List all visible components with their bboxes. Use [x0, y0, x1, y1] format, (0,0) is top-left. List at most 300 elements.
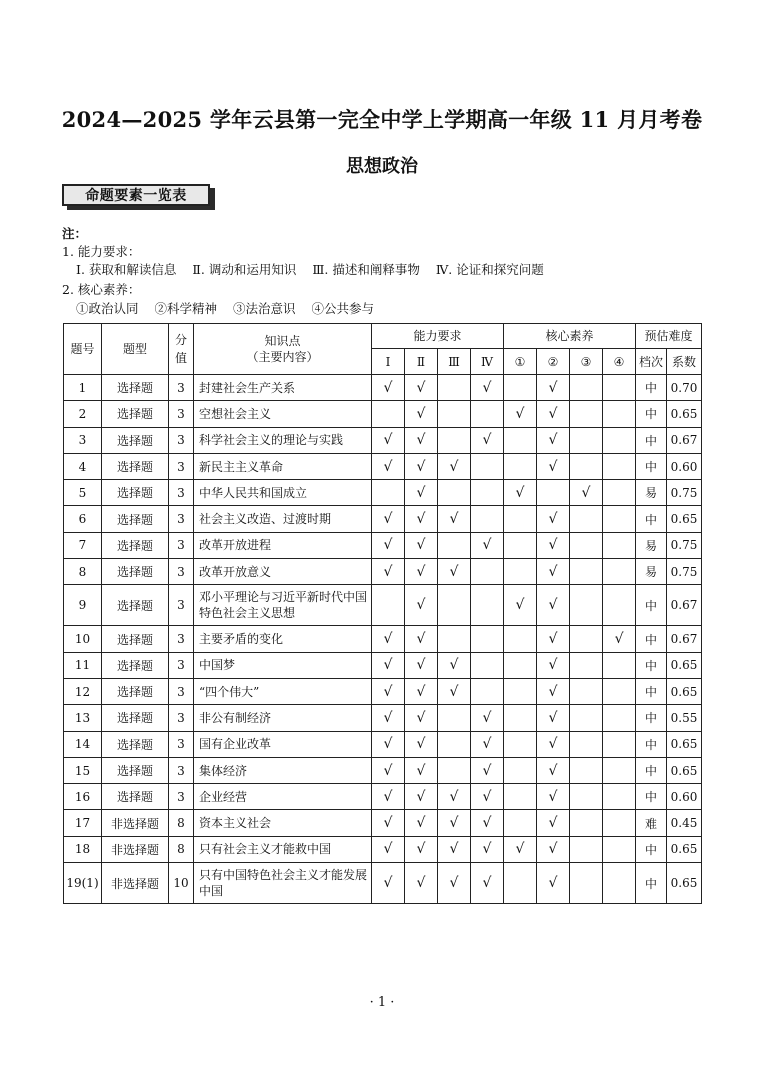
cell-core: [570, 678, 603, 704]
cell-ability-check: √: [372, 453, 405, 479]
cell-type: 选择题: [102, 559, 169, 585]
cell-knowledge: 只有中国特色社会主义才能发展中国: [194, 863, 372, 904]
cell-knowledge: 主要矛盾的变化: [194, 626, 372, 652]
cell-core: [603, 559, 636, 585]
cell-core: [504, 784, 537, 810]
cell-ability-check: √: [471, 757, 504, 783]
cell-ability-check: √: [405, 863, 438, 904]
cell-score: 3: [169, 401, 194, 427]
cell-type: 选择题: [102, 705, 169, 731]
table-row: [64, 626, 702, 652]
cell-ability-check: √: [405, 757, 438, 783]
core-item: ④公共参与: [311, 301, 375, 316]
header-knowledge-sub: （主要内容）: [246, 350, 319, 364]
cell-ability-check: √: [405, 453, 438, 479]
cell-ability: [438, 480, 471, 506]
cell-type: 选择题: [102, 375, 169, 401]
ability-items: [76, 262, 556, 278]
cell-num: 5: [64, 480, 102, 506]
cell-type: 选择题: [102, 585, 169, 626]
cell-core-check: √: [537, 652, 570, 678]
cell-ability: [471, 506, 504, 532]
cell-score: 3: [169, 585, 194, 626]
cell-core: [570, 626, 603, 652]
cell-ability-check: √: [405, 506, 438, 532]
cell-coef: 0.75: [667, 480, 702, 506]
cell-knowledge: 非公有制经济: [194, 705, 372, 731]
cell-score: 3: [169, 532, 194, 558]
table-row: [64, 678, 702, 704]
header-ability-col: Ⅲ: [438, 349, 471, 375]
ability-item: Ⅱ. 调动和运用知识: [192, 262, 297, 277]
cell-knowledge: 改革开放意义: [194, 559, 372, 585]
cell-score: 3: [169, 678, 194, 704]
section-banner: [62, 184, 214, 210]
cell-coef: 0.67: [667, 585, 702, 626]
page-number: · 1 ·: [369, 995, 395, 1010]
cell-core-check: √: [537, 401, 570, 427]
cell-core: [504, 453, 537, 479]
cell-ability: [438, 705, 471, 731]
cell-core: [603, 401, 636, 427]
cell-core: [570, 757, 603, 783]
cell-core: [504, 705, 537, 731]
cell-ability: [438, 375, 471, 401]
cell-core-check: √: [504, 401, 537, 427]
cell-knowledge: 封建社会生产关系: [194, 375, 372, 401]
cell-ability: [438, 731, 471, 757]
table-row: [64, 863, 702, 904]
header-level: 档次: [636, 349, 667, 375]
cell-coef: 0.65: [667, 678, 702, 704]
table-row: [64, 757, 702, 783]
cell-num: 7: [64, 532, 102, 558]
cell-type: 选择题: [102, 401, 169, 427]
cell-core-check: √: [537, 532, 570, 558]
cell-level: 易: [636, 532, 667, 558]
cell-ability-check: √: [405, 559, 438, 585]
cell-knowledge: 科学社会主义的理论与实践: [194, 427, 372, 453]
ability-title: 1. 能力要求：: [62, 244, 141, 259]
cell-num: 2: [64, 401, 102, 427]
cell-level: 中: [636, 652, 667, 678]
cell-type: 选择题: [102, 731, 169, 757]
cell-level: 易: [636, 480, 667, 506]
cell-score: 8: [169, 810, 194, 836]
cell-num: 8: [64, 559, 102, 585]
header-core-col: ①: [504, 349, 537, 375]
cell-score: 3: [169, 427, 194, 453]
cell-core: [570, 427, 603, 453]
cell-ability-check: √: [372, 626, 405, 652]
cell-ability-check: √: [471, 427, 504, 453]
cell-ability-check: √: [405, 810, 438, 836]
table-row: [64, 559, 702, 585]
cell-ability-check: √: [471, 375, 504, 401]
section-banner-label: 命题要素一览表: [62, 184, 210, 206]
table-row: [64, 784, 702, 810]
cell-num: 10: [64, 626, 102, 652]
table-row: [64, 810, 702, 836]
cell-ability-check: √: [405, 480, 438, 506]
cell-ability: [471, 652, 504, 678]
cell-score: 3: [169, 757, 194, 783]
cell-ability-check: √: [372, 705, 405, 731]
cell-core: [603, 863, 636, 904]
header-ability-col: Ⅱ: [405, 349, 438, 375]
cell-coef: 0.67: [667, 427, 702, 453]
cell-ability-check: √: [372, 784, 405, 810]
cell-core-check: √: [537, 863, 570, 904]
cell-core-check: √: [537, 559, 570, 585]
cell-core: [570, 784, 603, 810]
cell-type: 非选择题: [102, 863, 169, 904]
table-row: [64, 506, 702, 532]
cell-ability-check: √: [405, 401, 438, 427]
header-score: [169, 324, 194, 375]
cell-core: [504, 810, 537, 836]
table-row: [64, 652, 702, 678]
cell-level: 易: [636, 559, 667, 585]
header-ability-col: Ⅰ: [372, 349, 405, 375]
cell-ability: [471, 585, 504, 626]
cell-coef: 0.75: [667, 532, 702, 558]
cell-ability-check: √: [372, 810, 405, 836]
cell-knowledge: 企业经营: [194, 784, 372, 810]
header-coef: 系数: [667, 349, 702, 375]
cell-core-check: √: [537, 453, 570, 479]
cell-num: 9: [64, 585, 102, 626]
header-knowledge: [194, 324, 372, 375]
header-ability: 能力要求: [372, 324, 504, 349]
cell-num: 6: [64, 506, 102, 532]
core-title: 2. 核心素养：: [62, 282, 141, 297]
cell-level: 中: [636, 731, 667, 757]
cell-ability-check: √: [405, 678, 438, 704]
header-ability-col: Ⅳ: [471, 349, 504, 375]
cell-coef: 0.60: [667, 453, 702, 479]
cell-score: 3: [169, 731, 194, 757]
cell-coef: 0.65: [667, 836, 702, 862]
cell-level: 中: [636, 626, 667, 652]
cell-type: 选择题: [102, 427, 169, 453]
cell-core: [603, 453, 636, 479]
header-core-col: ④: [603, 349, 636, 375]
table-row: [64, 731, 702, 757]
cell-core-check: √: [537, 705, 570, 731]
table-row: [64, 453, 702, 479]
table-row: [64, 585, 702, 626]
cell-ability: [438, 585, 471, 626]
cell-knowledge: 中华人民共和国成立: [194, 480, 372, 506]
table-row: [64, 836, 702, 862]
cell-knowledge: 社会主义改造、过渡时期: [194, 506, 372, 532]
cell-coef: 0.45: [667, 810, 702, 836]
cell-knowledge: 中国梦: [194, 652, 372, 678]
cell-core: [603, 652, 636, 678]
cell-core: [504, 506, 537, 532]
cell-ability-check: √: [372, 506, 405, 532]
cell-ability: [471, 401, 504, 427]
subject-title: 思想政治: [346, 156, 418, 177]
cell-core: [603, 506, 636, 532]
cell-ability: [471, 453, 504, 479]
cell-coef: 0.70: [667, 375, 702, 401]
cell-ability: [471, 480, 504, 506]
cell-ability-check: √: [372, 731, 405, 757]
cell-core: [603, 810, 636, 836]
cell-ability-check: √: [372, 375, 405, 401]
cell-ability: [438, 532, 471, 558]
cell-core: [504, 375, 537, 401]
cell-core-check: √: [504, 836, 537, 862]
cell-knowledge: 空想社会主义: [194, 401, 372, 427]
cell-core-check: √: [537, 810, 570, 836]
header-type: 题型: [102, 324, 169, 375]
cell-ability-check: √: [471, 836, 504, 862]
cell-core: [570, 705, 603, 731]
cell-core: [570, 863, 603, 904]
cell-knowledge: 集体经济: [194, 757, 372, 783]
cell-knowledge: 资本主义社会: [194, 810, 372, 836]
core-item: ②科学精神: [154, 301, 218, 316]
cell-ability-check: √: [438, 559, 471, 585]
cell-type: 选择题: [102, 626, 169, 652]
cell-ability-check: √: [405, 836, 438, 862]
cell-ability: [372, 480, 405, 506]
elements-table: [63, 323, 702, 904]
cell-num: 16: [64, 784, 102, 810]
cell-core: [603, 480, 636, 506]
cell-score: 10: [169, 863, 194, 904]
cell-ability-check: √: [405, 784, 438, 810]
cell-type: 选择题: [102, 678, 169, 704]
cell-ability-check: √: [405, 375, 438, 401]
cell-core: [504, 652, 537, 678]
table-row: [64, 375, 702, 401]
cell-ability: [471, 626, 504, 652]
cell-core-check: √: [537, 626, 570, 652]
cell-level: 中: [636, 678, 667, 704]
cell-num: 15: [64, 757, 102, 783]
ability-item: Ⅲ. 描述和阐释事物: [312, 262, 420, 277]
cell-ability-check: √: [372, 532, 405, 558]
cell-coef: 0.75: [667, 559, 702, 585]
cell-score: 3: [169, 453, 194, 479]
cell-ability: [438, 427, 471, 453]
cell-core: [570, 731, 603, 757]
cell-score: 3: [169, 784, 194, 810]
table-body: [64, 375, 702, 904]
cell-core: [570, 585, 603, 626]
cell-core-check: √: [537, 678, 570, 704]
cell-type: 选择题: [102, 784, 169, 810]
cell-core: [504, 626, 537, 652]
cell-core: [603, 678, 636, 704]
cell-core-check: √: [537, 427, 570, 453]
cell-score: 3: [169, 626, 194, 652]
cell-ability: [372, 401, 405, 427]
cell-core-check: √: [537, 375, 570, 401]
header-core: 核心素养: [504, 324, 636, 349]
cell-core: [570, 836, 603, 862]
cell-type: 选择题: [102, 757, 169, 783]
cell-ability-check: √: [438, 652, 471, 678]
cell-ability: [438, 757, 471, 783]
cell-core: [504, 427, 537, 453]
cell-score: 3: [169, 506, 194, 532]
cell-num: 4: [64, 453, 102, 479]
cell-ability-check: √: [438, 836, 471, 862]
cell-ability-check: √: [438, 863, 471, 904]
cell-core: [603, 427, 636, 453]
cell-core: [504, 532, 537, 558]
cell-num: 3: [64, 427, 102, 453]
cell-score: 3: [169, 480, 194, 506]
cell-core: [603, 784, 636, 810]
cell-core: [603, 375, 636, 401]
ability-item: Ⅳ. 论证和探究问题: [435, 262, 544, 277]
cell-knowledge: 国有企业改革: [194, 731, 372, 757]
cell-core-check: √: [570, 480, 603, 506]
cell-level: 中: [636, 453, 667, 479]
cell-ability-check: √: [471, 731, 504, 757]
cell-ability-check: √: [471, 784, 504, 810]
cell-ability-check: √: [438, 506, 471, 532]
header-core-col: ②: [537, 349, 570, 375]
cell-knowledge: 邓小平理论与习近平新时代中国特色社会主义思想: [194, 585, 372, 626]
cell-core: [603, 757, 636, 783]
cell-score: 8: [169, 836, 194, 862]
header-core-col: ③: [570, 349, 603, 375]
cell-ability: [438, 401, 471, 427]
header-difficulty: 预估难度: [636, 324, 702, 349]
cell-level: 中: [636, 757, 667, 783]
ability-item: Ⅰ. 获取和解读信息: [76, 262, 177, 277]
cell-coef: 0.67: [667, 626, 702, 652]
cell-core: [603, 731, 636, 757]
cell-type: 选择题: [102, 480, 169, 506]
cell-ability: [438, 626, 471, 652]
cell-core: [570, 401, 603, 427]
cell-type: 选择题: [102, 506, 169, 532]
cell-num: 17: [64, 810, 102, 836]
cell-core: [570, 559, 603, 585]
cell-level: 中: [636, 705, 667, 731]
cell-ability-check: √: [372, 652, 405, 678]
cell-score: 3: [169, 375, 194, 401]
header-score-label: 分值: [175, 333, 188, 365]
cell-core: [537, 480, 570, 506]
cell-level: 中: [636, 427, 667, 453]
cell-level: 中: [636, 585, 667, 626]
cell-level: 中: [636, 784, 667, 810]
cell-core: [504, 757, 537, 783]
cell-knowledge: “四个伟大”: [194, 678, 372, 704]
cell-ability-check: √: [438, 784, 471, 810]
cell-ability-check: √: [471, 532, 504, 558]
cell-level: 中: [636, 836, 667, 862]
cell-core: [504, 863, 537, 904]
cell-core: [603, 585, 636, 626]
cell-level: 中: [636, 506, 667, 532]
cell-coef: 0.65: [667, 863, 702, 904]
cell-ability-check: √: [405, 652, 438, 678]
cell-ability-check: √: [438, 453, 471, 479]
cell-ability: [471, 678, 504, 704]
cell-ability-check: √: [405, 532, 438, 558]
cell-type: 非选择题: [102, 836, 169, 862]
cell-ability-check: √: [372, 559, 405, 585]
core-item: ①政治认同: [76, 301, 139, 316]
cell-core: [570, 375, 603, 401]
cell-type: 选择题: [102, 532, 169, 558]
cell-core: [570, 810, 603, 836]
cell-score: 3: [169, 559, 194, 585]
header-knowledge-label: 知识点: [264, 334, 301, 348]
cell-ability-check: √: [372, 427, 405, 453]
cell-ability-check: √: [471, 810, 504, 836]
cell-ability-check: √: [405, 427, 438, 453]
cell-coef: 0.55: [667, 705, 702, 731]
cell-ability-check: √: [372, 836, 405, 862]
cell-num: 14: [64, 731, 102, 757]
cell-core: [570, 453, 603, 479]
cell-ability-check: √: [372, 863, 405, 904]
cell-core-check: √: [504, 585, 537, 626]
cell-core: [603, 705, 636, 731]
cell-core: [570, 532, 603, 558]
cell-level: 难: [636, 810, 667, 836]
cell-ability-check: √: [438, 810, 471, 836]
cell-knowledge: 改革开放进程: [194, 532, 372, 558]
cell-ability-check: √: [405, 585, 438, 626]
cell-core-check: √: [537, 731, 570, 757]
cell-coef: 0.65: [667, 506, 702, 532]
table-row: [64, 705, 702, 731]
cell-coef: 0.60: [667, 784, 702, 810]
cell-core: [603, 836, 636, 862]
cell-type: 非选择题: [102, 810, 169, 836]
cell-core-check: √: [504, 480, 537, 506]
cell-num: 1: [64, 375, 102, 401]
cell-core: [504, 559, 537, 585]
cell-knowledge: 只有社会主义才能救中国: [194, 836, 372, 862]
page-title: 2024—2025 学年云县第一完全中学上学期高一年级 11 月月考卷: [61, 107, 703, 132]
cell-ability: [471, 559, 504, 585]
table-row: [64, 401, 702, 427]
notes-label: 注：: [62, 226, 88, 241]
cell-score: 3: [169, 705, 194, 731]
cell-ability-check: √: [405, 705, 438, 731]
cell-ability-check: √: [405, 731, 438, 757]
cell-ability-check: √: [471, 705, 504, 731]
cell-core: [603, 532, 636, 558]
cell-ability-check: √: [438, 678, 471, 704]
cell-coef: 0.65: [667, 731, 702, 757]
table-row: [64, 532, 702, 558]
cell-type: 选择题: [102, 652, 169, 678]
cell-core: [504, 678, 537, 704]
cell-ability-check: √: [372, 757, 405, 783]
core-items: [76, 301, 386, 317]
cell-core-check: √: [537, 585, 570, 626]
cell-core-check: √: [537, 784, 570, 810]
cell-core-check: √: [603, 626, 636, 652]
cell-ability-check: √: [471, 863, 504, 904]
cell-coef: 0.65: [667, 401, 702, 427]
cell-num: 19(1): [64, 863, 102, 904]
